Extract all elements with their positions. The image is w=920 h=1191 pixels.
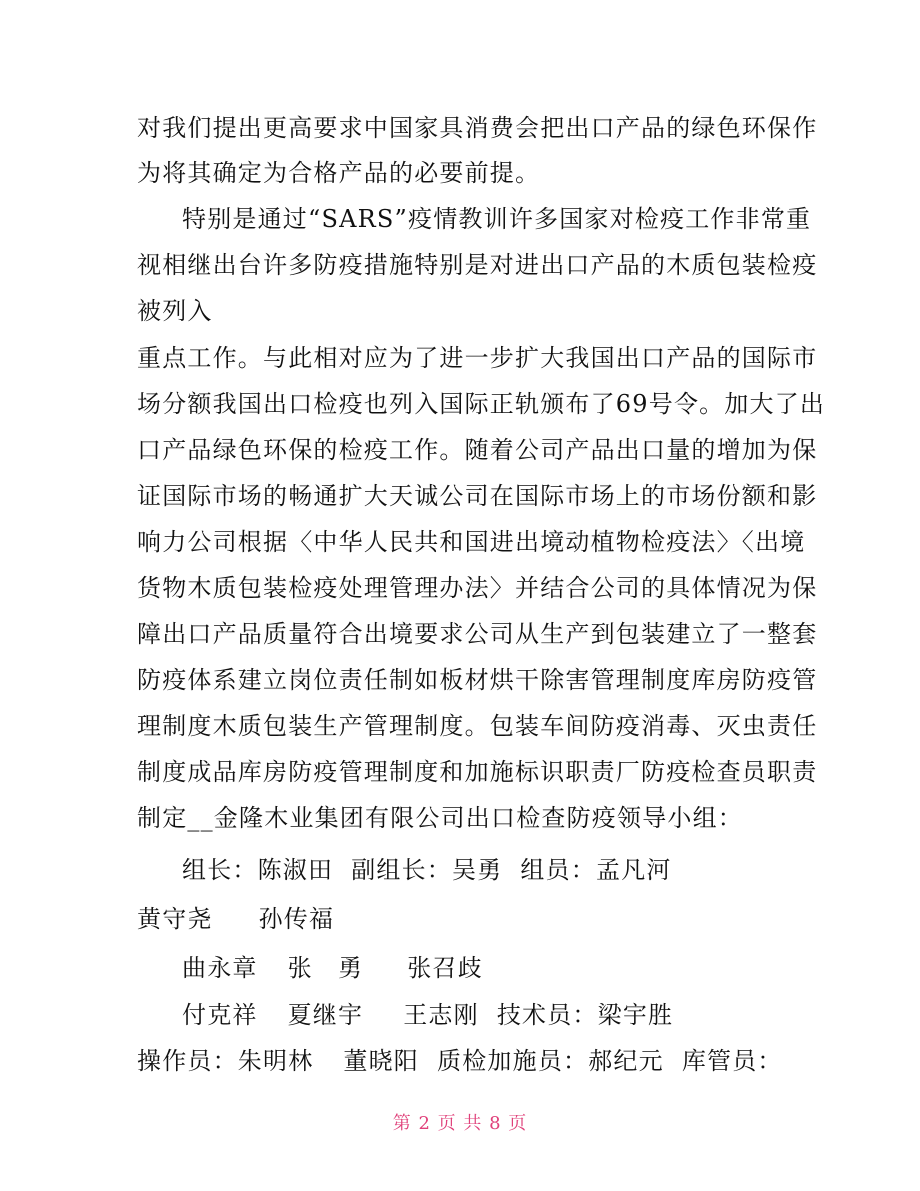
paragraph-line: 货物木质包装检疫处理管理办法〉并结合公司的具体情况为保 [137, 574, 818, 602]
paragraph-line: 特别是通过“SARS”疫情教训许多国家对检疫工作非常重 [182, 205, 812, 233]
staff-entry: 组长：陈淑田 [182, 856, 334, 884]
staff-entry: 库管员： [681, 1047, 783, 1075]
staff-entry: 组员：孟凡河 [520, 856, 672, 884]
staff-row [182, 854, 672, 886]
staff-entry: 付克祥 [182, 1001, 258, 1029]
paragraph-line: 视相继出台许多防疫措施特别是对进出口产品的木质包装检疫 [137, 251, 818, 279]
staff-entry: 王志刚 [403, 1001, 479, 1029]
staff-entry: 操作员：朱明林 [137, 1047, 314, 1075]
staff-entry: 孙传福 [258, 905, 335, 933]
staff-entry: 张召歧 [407, 954, 483, 982]
paragraph-line: 响力公司根据〈中华人民共和国进出境动植物检疫法〉〈出境 [137, 528, 806, 556]
staff-row [182, 999, 673, 1031]
paragraph-line: 制度成品库房防疫管理制度和加施标识职责厂防疫检查员职责 [137, 758, 818, 786]
paragraph-line: 理制度木质包装生产管理制度。包装车间防疫消毒、灭虫责任 [137, 712, 818, 740]
staff-entry: 曲永章 [182, 954, 258, 982]
paragraph-line: 被列入 [137, 297, 213, 325]
page-number-footer: 第 2 页 共 8 页 [392, 1113, 528, 1134]
staff-entry: 质检加施员：郝纪元 [437, 1047, 664, 1075]
paragraph-line: 证国际市场的畅通扩大天诚公司在国际市场上的市场份额和影 [137, 482, 818, 510]
staff-entry: 黄守尧 [137, 905, 213, 933]
staff-row [137, 903, 334, 935]
paragraph-line: 对我们提出更高要求中国家具消费会把出口产品的绿色环保作 [137, 114, 818, 142]
paragraph-line: 场分额我国出口检疫也列入国际正轨颁布了69号令。加大了出 [137, 390, 826, 418]
paragraph-line: 障出口产品质量符合出境要求公司从生产到包装建立了一整套 [137, 620, 818, 648]
paragraph-line: 重点工作。与此相对应为了进一步扩大我国出口产品的国际市 [137, 344, 818, 372]
staff-row [182, 952, 483, 984]
paragraph-line: 制定__金隆木业集团有限公司出口检查防疫领导小组： [137, 804, 743, 832]
paragraph-line: 为将其确定为合格产品的必要前提。 [137, 159, 541, 187]
paragraph-line: 口产品绿色环保的检疫工作。随着公司产品出口量的增加为保 [137, 436, 818, 464]
staff-row [137, 1045, 783, 1077]
paragraph-line: 防疫体系建立岗位责任制如板材烘干除害管理制度库房防疫管 [137, 666, 818, 694]
staff-entry: 董晓阳 [343, 1047, 420, 1075]
staff-entry: 夏继宇 [287, 1001, 364, 1029]
staff-entry: 张 勇 [287, 954, 364, 982]
staff-entry: 技术员：梁宇胜 [496, 1001, 674, 1029]
staff-entry: 副组长：吴勇 [351, 856, 503, 884]
